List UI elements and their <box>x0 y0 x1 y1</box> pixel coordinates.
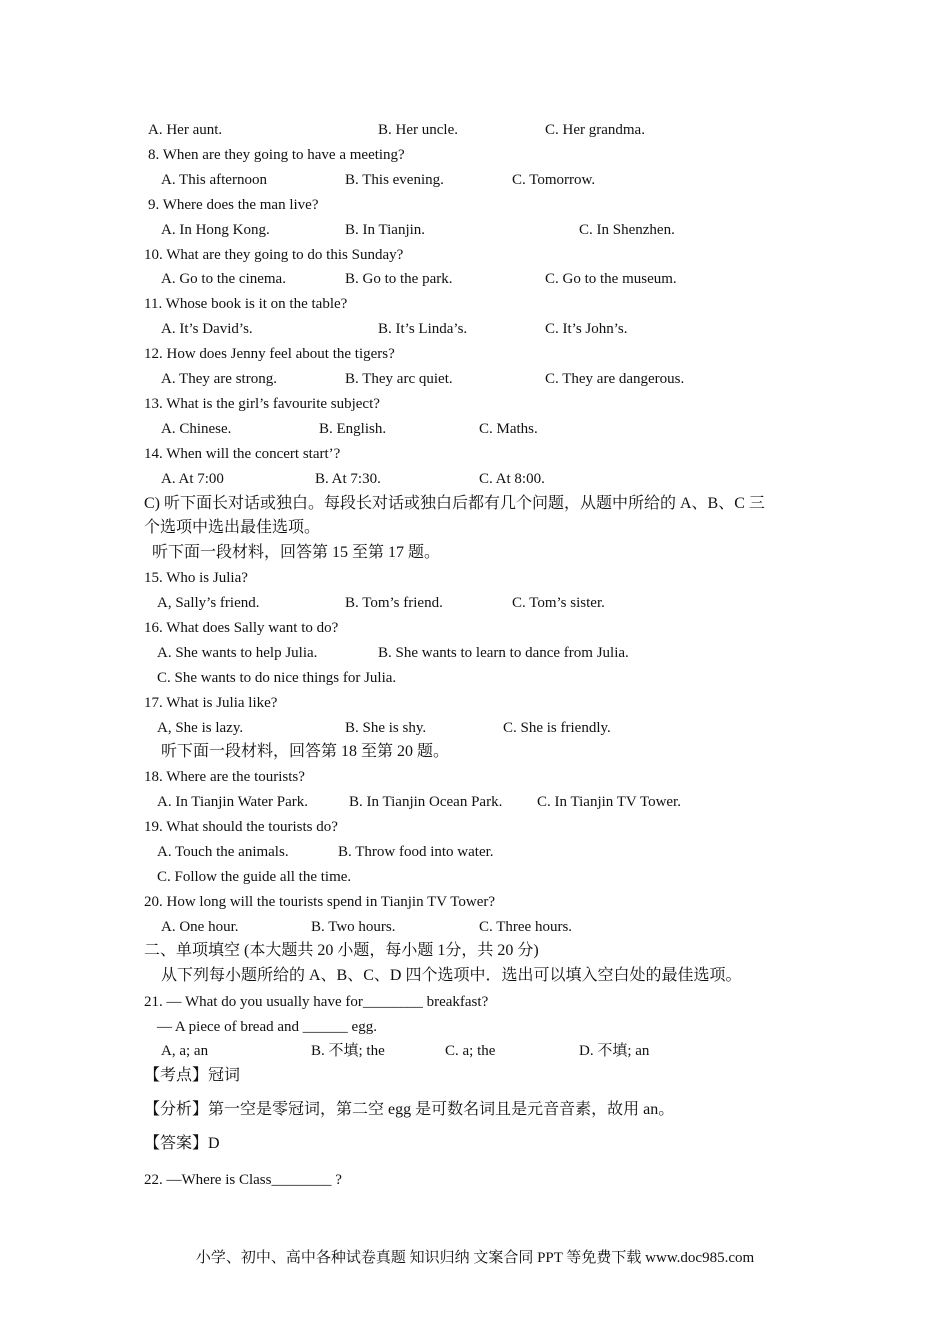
section-instruction: 从下列每小题所给的 A、B、C、D 四个选项中．选出可以填入空白处的最佳选项。 <box>161 967 742 984</box>
question-line: 10. What are they going to do this Sunday? <box>144 247 404 263</box>
option-line: A. One hour. <box>161 919 239 935</box>
question-line: 19. What should the tourists do? <box>144 819 338 835</box>
question-line: 17. What is Julia like? <box>144 695 278 711</box>
page-footer: 小学、初中、高中各种试卷真题 知识归纳 文案合同 PPT 等免费下载 www.doc985.com <box>195 1250 755 1266</box>
option-line: B. She is shy. <box>345 720 427 736</box>
answer: 【答案】D <box>144 1135 220 1152</box>
question-line: 15. Who is Julia? <box>144 570 248 586</box>
option-line: D. 不填; an <box>579 1043 650 1059</box>
question-line: 8. When are they going to have a meeting? <box>148 147 405 163</box>
option-line: C. It’s John’s. <box>545 321 628 337</box>
option-line: C. Follow the guide all the time. <box>157 869 352 885</box>
question-line: 13. What is the girl’s favourite subject? <box>144 396 380 412</box>
option-line: A, Sally’s friend. <box>157 595 260 611</box>
analysis: 【分析】第一空是零冠词，第二空 egg 是可数名词且是元音音素，故用 an。 <box>144 1101 675 1118</box>
option-line: B. She wants to learn to dance from Julia. <box>378 645 629 661</box>
option-line: B. This evening. <box>345 172 444 188</box>
question-line: 9. Where does the man live? <box>148 197 319 213</box>
option-line: A. They are strong. <box>161 371 277 387</box>
option-line: B. Two hours. <box>311 919 396 935</box>
section-instruction: C) 听下面长对话或独白。每段长对话或独白后都有几个问题，从题中所给的 A、B、C 三 <box>144 495 765 512</box>
option-line: B. It’s Linda’s. <box>378 321 468 337</box>
option-line: C. Go to the museum. <box>545 271 677 287</box>
option-line: B. Throw food into water. <box>338 844 494 860</box>
option-line: B. 不填; the <box>311 1043 385 1059</box>
option-line: C. At 8:00. <box>479 471 545 487</box>
question-line: 11. Whose book is it on the table? <box>144 296 348 312</box>
option-line: A. Go to the cinema. <box>161 271 286 287</box>
question-line: 16. What does Sally want to do? <box>144 620 339 636</box>
option-line: C. Her grandma. <box>545 122 645 138</box>
option-line: A. Chinese. <box>161 421 232 437</box>
option-line: A. Her aunt. <box>148 122 223 138</box>
option-line: B. Go to the park. <box>345 271 453 287</box>
question-line: 18. Where are the tourists? <box>144 769 305 785</box>
option-line: C. Tom’s sister. <box>512 595 605 611</box>
option-line: B. They arc quiet. <box>345 371 453 387</box>
option-line: A. In Hong Kong. <box>161 222 270 238</box>
question-line: 20. How long will the tourists spend in Tianjin TV Tower? <box>144 894 496 910</box>
option-line: C. Tomorrow. <box>512 172 596 188</box>
option-line: C. She wants to do nice things for Julia. <box>157 670 397 686</box>
option-line: C. a; the <box>445 1043 496 1059</box>
option-line: A. This afternoon <box>161 172 267 188</box>
option-line: C. Maths. <box>479 421 538 437</box>
key-point: 【考点】冠词 <box>144 1067 241 1084</box>
option-line: C. She is friendly. <box>503 720 611 736</box>
option-line: B. In Tianjin. <box>345 222 426 238</box>
option-line: A, a; an <box>161 1043 209 1059</box>
option-line: C. Three hours. <box>479 919 573 935</box>
option-line: B. Her uncle. <box>378 122 458 138</box>
section-instruction: 个选项中选出最佳选项。 <box>144 519 321 536</box>
option-line: A. In Tianjin Water Park. <box>157 794 309 810</box>
option-line: A. She wants to help Julia. <box>157 645 318 661</box>
section-heading: 二、单项填空 (本大题共 20 小题，每小题 1分，共 20 分) <box>144 942 539 959</box>
option-line: B. At 7:30. <box>315 471 381 487</box>
option-line: C. In Tianjin TV Tower. <box>537 794 681 810</box>
option-line: B. In Tianjin Ocean Park. <box>349 794 503 810</box>
sub-instruction: 听下面一段材料，回答第 15 至第 17 题。 <box>152 544 441 561</box>
option-line: A. Touch the animals. <box>157 844 289 860</box>
option-line: A. At 7:00 <box>161 471 224 487</box>
question-line: — A piece of bread and ______ egg. <box>157 1019 377 1035</box>
question-line: 14. When will the concert start’? <box>144 446 341 462</box>
option-line: A, She is lazy. <box>157 720 244 736</box>
sub-instruction: 听下面一段材料，回答第 18 至第 20 题。 <box>161 743 450 760</box>
option-line: C. In Shenzhen. <box>579 222 675 238</box>
option-line: B. Tom’s friend. <box>345 595 443 611</box>
option-line: B. English. <box>319 421 387 437</box>
option-line: A. It’s David’s. <box>161 321 253 337</box>
question-line: 21. — What do you usually have for________ breakfast? <box>144 994 489 1010</box>
question-line: 12. How does Jenny feel about the tigers? <box>144 346 395 362</box>
question-line: 22. —Where is Class________ ? <box>144 1172 342 1188</box>
option-line: C. They are dangerous. <box>545 371 685 387</box>
